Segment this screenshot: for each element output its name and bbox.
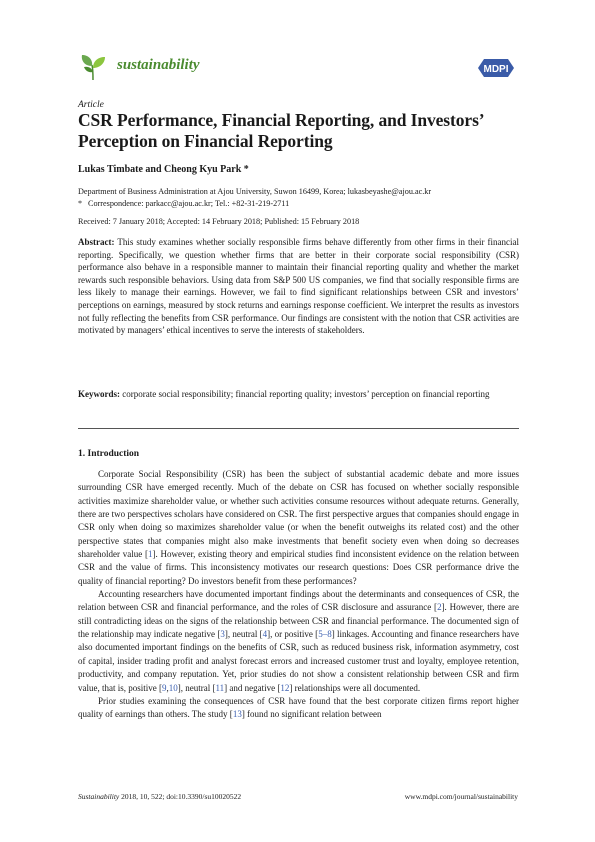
affiliations: [78, 186, 523, 209]
author-list: Lukas Timbate and Cheong Kyu Park *: [78, 164, 249, 175]
introduction-body: [78, 468, 519, 722]
keywords-text: corporate social responsibility; financial reporting quality; investors’ perception on financial reporting: [122, 389, 490, 399]
citation-link[interactable]: 11: [215, 682, 225, 693]
footer-doi: 2018, 10, 522; doi:10.3390/su10020522: [121, 792, 242, 801]
footer-url[interactable]: www.mdpi.com/journal/sustainability: [404, 792, 518, 801]
article-type: Article: [78, 100, 104, 110]
citation-link[interactable]: 12: [280, 682, 290, 693]
journal-leaf-logo: [78, 52, 108, 82]
section-heading: 1. Introduction: [78, 449, 140, 459]
abstract-text: This study examines whether socially responsible firms behave differently from other firms in their financial reporting. Specifically, we question whether firms that are better in their corporate social responsibility (CSR) performance also behave in a responsible manner to maintain their financial reporting quality and whether the market rewards such responsible behaviors. Using data from S&P 500 US companies, we find that socially responsible firms are less likely to manage their earnings. However, we fail to find significant relationships between CSR and investors’ perceptions on earnings, measured by stock returns and earnings response coefficient. We interpret the results as investors not fully reflecting the benefits from CSR performance. Our findings are consistent with the notion that CSR activities are motivated by managers’ ethical incentives to serve the interests of stakeholders.: [78, 237, 519, 336]
citation-link[interactable]: 1: [148, 549, 153, 560]
abstract-label: Abstract:: [78, 237, 115, 247]
correspondence-line: [78, 198, 523, 210]
citation-link[interactable]: 10: [168, 682, 178, 693]
publisher-logo: [476, 55, 516, 81]
abstract: [78, 236, 519, 337]
citation-link[interactable]: 3: [220, 629, 225, 640]
paragraph: Corporate Social Responsibility (CSR) has been the subject of substantial academic debate and more issues surrounding CSR have emerged recently. Much of the debate on CSR has focused on whether socially responsible activities maximize shareholder value, or whether such activities consume resources without adequate returns. Generally, there are two perspectives scholars have considered on CSR. The first perspective argues that companies should engage in CSR only when doing so maximizes shareholder value (or when the benefit outweighs its related cost) and the other perspective states that companies might also make investments that benefit society even when doing so decreases shareholder value [1]. However, existing theory and empirical studies find inconsistent evidence on the relation between CSR and the value of firms. This inconsistency motivates our research questions: Does CSR performance drive the quality of financial reporting? Do investors benefit from these performances?: [78, 469, 520, 586]
correspondence-text: Correspondence: parkacc@ajou.ac.kr; Tel.: +82-31-219-2711: [88, 198, 290, 208]
citation-link[interactable]: 2: [437, 602, 442, 613]
correspondence-mark: *: [78, 198, 83, 208]
footer-journal: Sustainability: [78, 792, 120, 801]
journal-name: sustainability: [117, 57, 200, 73]
paragraph: Accounting researchers have documented important findings about the determinants and consequences of CSR, the relation between CSR and financial performance, and the roles of CSR disclosure and assurance [2]. However, there are still contradicting ideas on the signs of the relationship between CSR and financial performance. The documented sign of the relationship may indicate negative [3], neutral [4], or positive [5–8] linkages. Accounting and finance researchers have also documented important findings on the benefits of CSR, such as reduced business risk, information asymmetry, cost of capital, insider trading profit and analyst forecast errors and increased customer trust and loyalty, employee retention, productivity, and company reputation. Yet, prior studies do not show a consistent relationship between CSR and firm value, that is, positive [9,10], neutral [11] and negative [12] relationships were all documented.: [78, 589, 520, 693]
publication-dates: Received: 7 January 2018; Accepted: 14 February 2018; Published: 15 February 2018: [78, 217, 360, 226]
footer-citation: [78, 792, 241, 801]
keywords-label: Keywords:: [78, 389, 120, 399]
citation-link[interactable]: 4: [262, 629, 268, 640]
affiliation-line: Department of Business Administration at Ajou University, Suwon 16499, Korea; lukasbeyashe@ajou.ac.kr: [78, 187, 432, 196]
section-divider: [78, 428, 519, 429]
citation-link[interactable]: 13: [232, 709, 242, 720]
citation-link[interactable]: 9: [161, 682, 167, 693]
article-title: CSR Performance, Financial Reporting, and Investors’ Perception on Financial Reporting: [78, 110, 484, 151]
citation-link[interactable]: 5–8: [318, 629, 332, 640]
paragraph: Prior studies examining the consequences of CSR have found that the best corporate citizen firms report higher quality of earnings than others. The study [13] found no significant relation between: [78, 695, 519, 720]
svg-text:MDPI: MDPI: [483, 64, 509, 75]
keywords: [78, 388, 519, 401]
